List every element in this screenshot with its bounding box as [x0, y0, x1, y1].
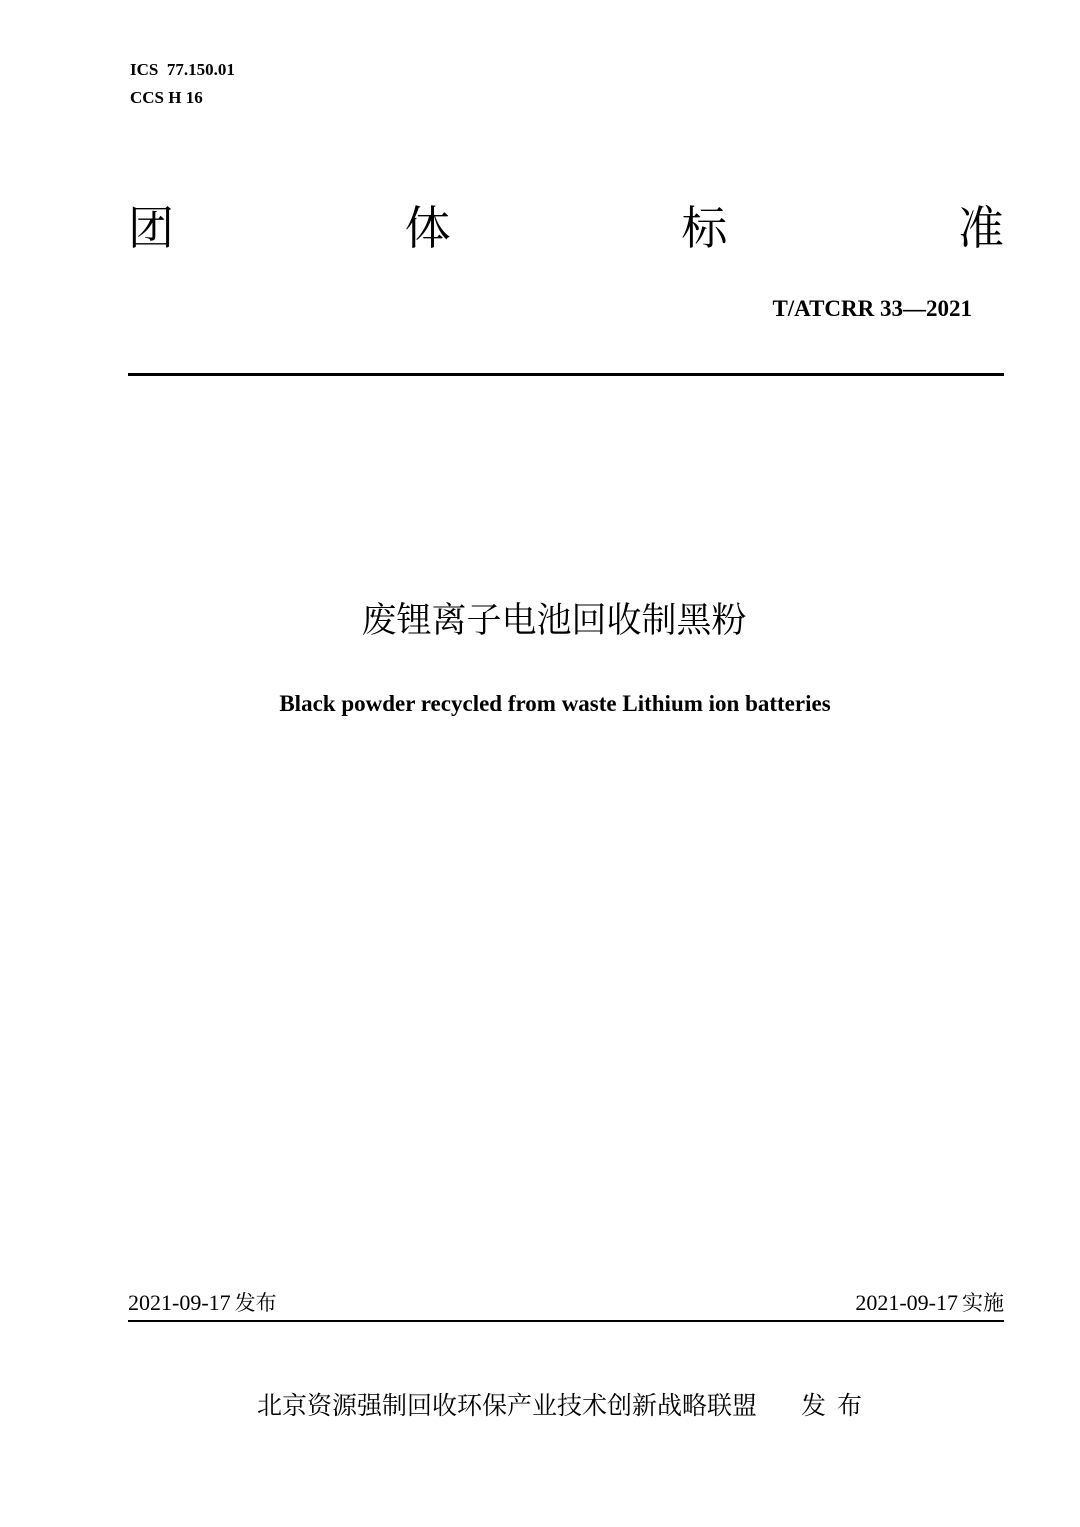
standard-type-char: 团 [128, 201, 174, 255]
bottom-divider [128, 1320, 1004, 1322]
classification-codes [130, 56, 235, 112]
standard-type-char: 体 [404, 201, 451, 255]
standard-type-heading [128, 196, 1004, 260]
ccs-code: CCS H 16 [130, 88, 203, 107]
standard-type-char: 标 [681, 201, 728, 255]
implement-label: 实施 [962, 1291, 1004, 1315]
implement-date: 2021-09-17 [855, 1290, 958, 1315]
standard-number: T/ATCRR 33—2021 [772, 296, 972, 321]
ics-code: ICS 77.150.01 [130, 60, 235, 79]
release-label: 发布 [234, 1291, 277, 1315]
implement-date-group [855, 1286, 1004, 1320]
publisher-name: 北京资源强制回收环保产业技术创新战略联盟 [256, 1391, 757, 1420]
top-divider [128, 373, 1004, 376]
publisher-line [0, 1384, 1080, 1428]
title-english: Black powder recycled from waste Lithium ion batteries [279, 691, 831, 716]
release-date-group [128, 1286, 277, 1320]
title-chinese: 废锂离子电池回收制黑粉 [361, 601, 747, 641]
release-date: 2021-09-17 [128, 1290, 231, 1315]
dates-row [128, 1286, 1004, 1320]
standard-type-char: 准 [957, 201, 1004, 255]
publisher-action: 发布 [801, 1391, 874, 1420]
